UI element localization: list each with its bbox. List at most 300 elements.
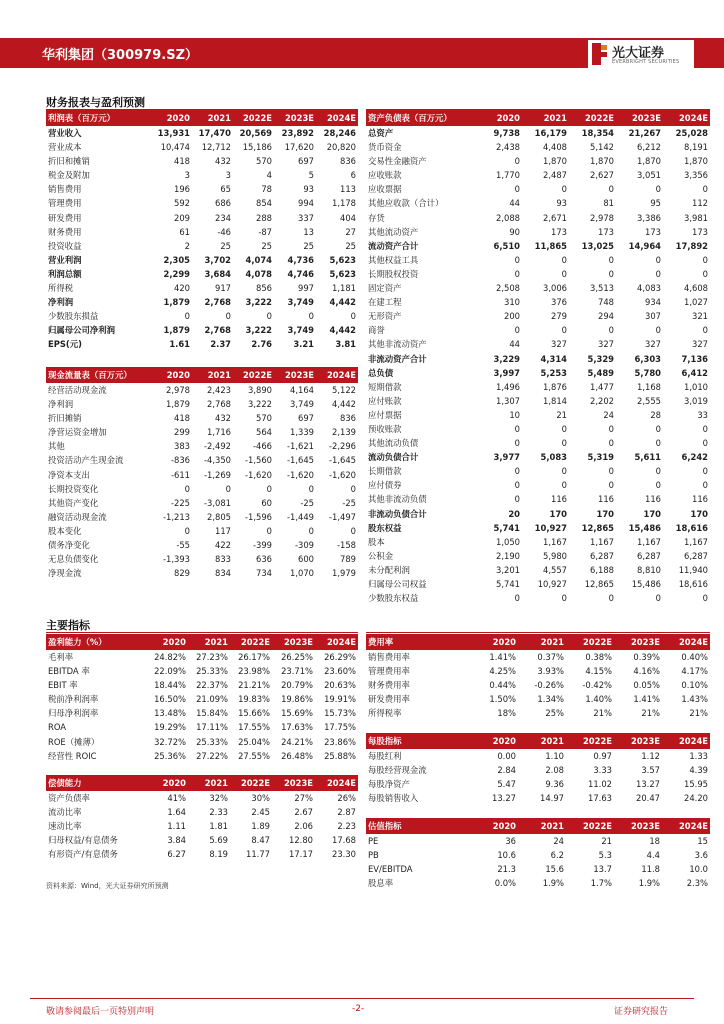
- row-label: PB: [368, 850, 379, 861]
- table-row: [46, 453, 358, 467]
- cell-value: 21.3: [497, 864, 516, 875]
- cell-value: 25: [261, 240, 272, 251]
- row-label: 其他资产变化: [48, 497, 99, 508]
- table-header-row: [46, 634, 358, 650]
- cell-value: 0: [608, 480, 614, 491]
- row-label: 税前净利润率: [48, 694, 99, 705]
- cell-value: 0: [184, 525, 190, 536]
- table-row: [46, 239, 358, 253]
- footer-rule: [30, 998, 694, 999]
- table-title: 每股指标: [366, 733, 470, 749]
- table-row: [366, 749, 710, 763]
- cell-value: -225: [170, 497, 190, 508]
- cell-value: 0: [266, 311, 272, 322]
- cell-value: 15.6: [545, 864, 564, 875]
- table-header-row: [46, 110, 358, 126]
- cell-value: -87: [258, 226, 272, 237]
- cell-value: 1.41%: [489, 652, 516, 662]
- cell-value: 4,408: [543, 142, 567, 153]
- cell-value: 0: [308, 311, 314, 322]
- cell-value: 26.25%: [281, 652, 313, 662]
- row-label: 应付债券: [368, 480, 402, 491]
- year-header: 2023E: [614, 733, 662, 749]
- table-row: [366, 267, 710, 281]
- year-header: 2024E: [315, 634, 358, 650]
- year-header: 2022E: [230, 634, 272, 650]
- cell-value: 16,179: [534, 128, 567, 138]
- cell-value: 0: [655, 254, 661, 265]
- cell-value: 789: [340, 554, 356, 565]
- cell-value: 18,616: [678, 579, 708, 589]
- cell-value: 19.86%: [281, 694, 313, 705]
- cell-value: 26.29%: [324, 652, 356, 662]
- cell-value: 1,770: [496, 170, 520, 181]
- row-label: 每股销售收入: [368, 793, 419, 804]
- cell-value: 15.95: [684, 779, 708, 790]
- cell-value: 17.68: [332, 835, 356, 846]
- cell-value: 4,078: [245, 268, 272, 279]
- cell-value: 28: [650, 409, 661, 420]
- year-header: 2021: [188, 634, 230, 650]
- row-label: 每股净资产: [368, 779, 410, 790]
- cell-value: 734: [256, 568, 272, 579]
- table-row: [366, 521, 710, 535]
- cell-value: 25: [303, 240, 314, 251]
- cell-value: 1,477: [590, 381, 614, 392]
- cell-value: 4.16%: [633, 666, 660, 677]
- table-row: [46, 225, 358, 239]
- table-row: [46, 182, 358, 196]
- cell-value: 1.61: [169, 339, 190, 350]
- row-label: 其他权益工具: [368, 254, 419, 265]
- cell-value: -1,213: [163, 511, 190, 522]
- cell-value: 2.33: [209, 807, 228, 818]
- cell-value: 27: [345, 226, 356, 237]
- cell-value: 16.50%: [154, 694, 186, 705]
- table-row: [366, 450, 710, 464]
- cell-value: 1,027: [684, 297, 708, 308]
- cell-value: 20.79%: [281, 680, 313, 691]
- row-label: 所得税率: [368, 708, 402, 719]
- cell-value: 10.6: [497, 850, 516, 861]
- row-label: 税金及附加: [48, 170, 90, 181]
- cell-value: 0: [184, 483, 190, 494]
- cell-value: 24.82%: [154, 652, 186, 662]
- row-label: 其他应收款（合计）: [368, 198, 444, 209]
- cell-value: 1,178: [332, 198, 356, 209]
- table-row: [46, 383, 358, 397]
- cell-value: -1,620: [287, 469, 314, 480]
- row-label: 存货: [368, 212, 385, 223]
- cell-value: 3,997: [493, 367, 520, 378]
- row-label: 营业成本: [48, 142, 82, 153]
- table-row: [46, 253, 358, 267]
- row-label: 流动比率: [48, 807, 82, 818]
- cell-value: 0: [561, 423, 567, 434]
- cell-value: 294: [598, 311, 614, 322]
- year-header: 2023E: [272, 775, 315, 791]
- cell-value: 25,028: [675, 128, 708, 138]
- table-row: [366, 196, 710, 210]
- row-label: 总负债: [368, 367, 394, 378]
- year-header: 2023E: [616, 110, 663, 126]
- cell-value: 3.21: [293, 339, 314, 350]
- cell-value: 0: [702, 423, 708, 434]
- row-label: 交易性金融资产: [368, 156, 427, 167]
- cell-value: 834: [215, 568, 231, 579]
- cell-value: 32.72%: [154, 736, 186, 747]
- cell-value: 5,142: [590, 142, 614, 153]
- cell-value: 1,339: [290, 427, 314, 438]
- cell-value: 570: [256, 413, 272, 424]
- year-header: 2023E: [274, 367, 316, 383]
- cell-value: 3: [184, 170, 190, 181]
- cell-value: 0.00: [497, 751, 516, 761]
- cell-value: 697: [298, 413, 314, 424]
- table-row: [366, 535, 710, 549]
- cell-value: 5,122: [332, 385, 356, 395]
- table-header-row: [46, 775, 358, 791]
- row-label: 应收账款: [368, 170, 402, 181]
- cell-value: 1,167: [543, 536, 567, 547]
- year-header: 2022E: [233, 110, 274, 126]
- cell-value: -25: [300, 497, 314, 508]
- table-row: [46, 524, 358, 538]
- cell-value: 12,865: [584, 579, 614, 589]
- table-row: [366, 563, 710, 577]
- cell-value: 4: [266, 170, 272, 181]
- cell-value: 1,167: [590, 536, 614, 547]
- cell-value: 0: [308, 483, 314, 494]
- cell-value: 90: [509, 226, 520, 237]
- cell-value: 0.37%: [537, 652, 564, 662]
- cell-value: 17,620: [284, 142, 314, 153]
- cell-value: 1,870: [684, 156, 708, 167]
- cell-value: 27.22%: [196, 750, 228, 761]
- row-label: 融资活动现金流: [48, 511, 107, 522]
- cell-value: -1,645: [329, 455, 356, 466]
- cell-value: 27%: [294, 793, 313, 803]
- cell-value: 18,354: [581, 128, 614, 138]
- table-row: [366, 295, 710, 309]
- table-row: [366, 239, 710, 253]
- year-header: 2021: [518, 818, 566, 834]
- row-label: 长期股权投资: [368, 268, 419, 279]
- year-header: 2021: [188, 775, 230, 791]
- cell-value: 25.36%: [154, 750, 186, 761]
- cell-value: 6,188: [590, 564, 614, 575]
- table-row: [366, 366, 710, 380]
- cell-value: 116: [692, 494, 708, 505]
- cell-value: 5,741: [496, 579, 520, 589]
- cell-value: 3,006: [543, 283, 567, 294]
- table-row: [46, 196, 358, 210]
- cell-value: 15.66%: [238, 708, 270, 719]
- cell-value: 0: [514, 184, 520, 195]
- cell-value: 0: [514, 156, 520, 167]
- year-header: 2020: [470, 634, 518, 650]
- cell-value: 21%: [641, 708, 660, 719]
- cell-value: 21%: [689, 708, 708, 719]
- row-label: 所得税: [48, 283, 74, 294]
- cell-value: 2,768: [207, 399, 231, 410]
- cell-value: 13.27: [492, 793, 516, 804]
- table-row: [46, 664, 358, 678]
- cell-value: 3,981: [684, 212, 708, 223]
- year-header: 2020: [151, 367, 192, 383]
- cell-value: 1,870: [590, 156, 614, 167]
- year-header: 2021: [518, 733, 566, 749]
- table-header-row: [366, 733, 710, 749]
- cell-value: 11.02: [588, 779, 612, 790]
- cell-value: 0: [561, 593, 567, 604]
- cell-value: 1,716: [207, 427, 231, 438]
- table-row: [366, 706, 710, 720]
- profitability-table: [46, 634, 358, 763]
- table-row: [46, 496, 358, 510]
- row-label: 预收账款: [368, 423, 402, 434]
- cell-value: 1.43%: [681, 694, 708, 705]
- footer-disclaimer: 敬请参阅最后一页特别声明: [46, 1007, 155, 1017]
- company-title: 华利集团（300979.SZ）: [42, 48, 199, 63]
- year-header: 2021: [522, 110, 569, 126]
- cell-value: 0: [561, 268, 567, 279]
- cell-value: 3.93%: [537, 666, 564, 677]
- row-label: 应付账款: [368, 395, 402, 406]
- cell-value: 1.89: [251, 821, 270, 832]
- cell-value: 4.39: [689, 765, 708, 776]
- cell-value: 18,616: [675, 522, 708, 533]
- cell-value: 288: [256, 212, 272, 223]
- cell-value: 1.9%: [542, 878, 564, 889]
- cell-value: 9.36: [545, 779, 564, 790]
- cell-value: 2,305: [163, 254, 190, 265]
- row-label: 管理费用率: [368, 666, 410, 677]
- row-label: 在建工程: [368, 297, 402, 308]
- row-label: 其他流动资产: [368, 226, 419, 237]
- table-row: [366, 140, 710, 154]
- cell-value: 934: [645, 297, 661, 308]
- cell-value: 418: [174, 156, 190, 167]
- cell-value: 93: [303, 184, 314, 195]
- cell-value: 1.11: [167, 821, 186, 832]
- table-row: [366, 664, 710, 678]
- cell-value: 17.17: [289, 849, 313, 860]
- cell-value: 60: [261, 497, 272, 508]
- table-row: [46, 833, 358, 847]
- cell-value: 24.21%: [281, 736, 313, 747]
- cell-value: 24.20: [684, 793, 708, 804]
- cell-value: 1,879: [163, 297, 190, 308]
- cell-value: 25: [220, 240, 231, 251]
- cell-value: 25.88%: [324, 750, 356, 761]
- table-row: [46, 538, 358, 552]
- table-header-row: [366, 634, 710, 650]
- row-label: 每股红利: [368, 751, 402, 761]
- row-label: 其他: [48, 441, 65, 452]
- indicators-section-title: 主要指标: [46, 619, 90, 632]
- table-row: [366, 478, 710, 492]
- cell-value: 21%: [593, 708, 612, 719]
- cell-value: 27.55%: [238, 750, 270, 761]
- cell-value: 1,870: [543, 156, 567, 167]
- cell-value: 0: [514, 494, 520, 505]
- cell-value: 19.91%: [324, 694, 356, 705]
- cell-value: 3,749: [287, 297, 314, 308]
- cell-value: 25.33%: [196, 736, 228, 747]
- table-row: [366, 126, 710, 140]
- cell-value: 15,486: [628, 522, 661, 533]
- cell-value: 1,070: [290, 568, 314, 579]
- cell-value: 0: [225, 483, 231, 494]
- cell-value: 1.9%: [638, 878, 660, 889]
- cell-value: 6,212: [637, 142, 661, 153]
- row-label: 销售费用率: [368, 652, 410, 662]
- cell-value: 24: [553, 836, 564, 846]
- cell-value: 0: [514, 254, 520, 265]
- cell-value: 6,287: [637, 550, 661, 561]
- cell-value: 21,267: [628, 128, 661, 138]
- cell-value: 0: [514, 480, 520, 491]
- cell-value: 2,487: [543, 170, 567, 181]
- cell-value: 420: [174, 283, 190, 294]
- table-header-row: [366, 110, 710, 126]
- row-label: 固定资产: [368, 283, 402, 294]
- cell-value: -1,497: [329, 511, 356, 522]
- cell-value: 279: [551, 311, 567, 322]
- cell-value: 0.44%: [489, 680, 516, 691]
- row-label: 流动负债合计: [368, 452, 419, 463]
- cell-value: 327: [645, 339, 661, 350]
- cell-value: 28,246: [323, 128, 356, 138]
- cell-value: 1,307: [496, 395, 520, 406]
- table-row: [46, 309, 358, 323]
- cell-value: 20.47: [636, 793, 660, 804]
- year-header: 2021: [192, 110, 233, 126]
- cell-value: 5: [308, 170, 314, 181]
- row-label: 营业利润: [48, 254, 82, 265]
- cell-value: 4.17%: [681, 666, 708, 677]
- cell-value: 11,865: [534, 240, 567, 251]
- cell-value: 5,780: [634, 367, 661, 378]
- income-statement-table: [46, 110, 358, 352]
- row-label: 无形资产: [368, 311, 402, 322]
- row-label: 每股经营现金流: [368, 765, 427, 776]
- row-label: 应付票据: [368, 409, 402, 420]
- cashflow-table: [46, 367, 358, 580]
- cell-value: 4.15%: [585, 666, 612, 677]
- cell-value: 3,749: [290, 399, 314, 410]
- cell-value: -55: [176, 540, 190, 551]
- per-share-table: [366, 733, 710, 805]
- cell-value: 10: [509, 409, 520, 420]
- row-label: 货币资金: [368, 142, 402, 153]
- cell-value: 0: [514, 423, 520, 434]
- cell-value: 0: [608, 254, 614, 265]
- cell-value: 327: [551, 339, 567, 350]
- logo-en: EVERBRIGHT SECURITIES: [612, 59, 680, 65]
- row-label: 财务费用率: [368, 680, 410, 691]
- cell-value: 113: [340, 184, 356, 195]
- cell-value: 173: [598, 226, 614, 237]
- row-label: EBIT 率: [48, 680, 78, 691]
- cell-value: 12,865: [581, 522, 614, 533]
- cell-value: 4,074: [245, 254, 272, 265]
- row-label: 折旧摊销: [48, 413, 82, 424]
- table-row: [46, 468, 358, 482]
- cell-value: 0: [702, 184, 708, 195]
- table-row: [366, 577, 710, 591]
- cell-value: 6,412: [681, 367, 708, 378]
- table-row: [366, 492, 710, 506]
- row-label: 债务净变化: [48, 540, 90, 551]
- cell-value: 0: [561, 325, 567, 336]
- row-label: 净现金流: [48, 568, 82, 579]
- table-row: [366, 323, 710, 337]
- cell-value: 170: [690, 508, 708, 519]
- cell-value: 917: [215, 283, 231, 294]
- cell-value: 592: [174, 198, 190, 209]
- row-label: EV/EBITDA: [368, 864, 413, 875]
- cell-value: 26.17%: [238, 652, 270, 662]
- row-label: 其他非流动负债: [368, 494, 427, 505]
- cell-value: 13.48%: [154, 708, 186, 719]
- cell-value: 27.23%: [196, 652, 228, 662]
- cell-value: 3,356: [684, 170, 708, 181]
- table-row: [46, 650, 358, 664]
- table-row: [366, 352, 710, 366]
- table-row: [46, 566, 358, 580]
- cell-value: 2,088: [496, 212, 520, 223]
- cell-value: 17.75%: [324, 722, 356, 733]
- cell-value: 6,287: [684, 550, 708, 561]
- cell-value: 0: [702, 480, 708, 491]
- cell-value: 0: [608, 438, 614, 449]
- year-header: 2022E: [569, 110, 616, 126]
- cell-value: 636: [256, 554, 272, 565]
- year-header: 2022E: [566, 733, 614, 749]
- table-row: [366, 777, 710, 791]
- cell-value: 17,470: [198, 128, 231, 138]
- cell-value: 854: [256, 198, 272, 209]
- cell-value: -466: [252, 441, 272, 452]
- cell-value: 0: [514, 325, 520, 336]
- cell-value: -1,393: [163, 554, 190, 565]
- row-label: 应收票据: [368, 184, 402, 195]
- cell-value: 0: [350, 483, 356, 494]
- cell-value: 20,569: [239, 128, 272, 138]
- row-label: 流动资产合计: [368, 240, 419, 251]
- cell-value: 570: [256, 156, 272, 167]
- cell-value: 24: [603, 409, 614, 420]
- cell-value: 3.84: [167, 835, 186, 846]
- cell-value: 2.87: [337, 807, 356, 818]
- table-row: [46, 411, 358, 425]
- cell-value: 6.2: [550, 850, 564, 861]
- cell-value: 8.47: [251, 835, 270, 846]
- cell-value: -2,492: [204, 441, 231, 452]
- cell-value: -158: [336, 540, 356, 551]
- cell-value: 697: [298, 156, 314, 167]
- cell-value: 3,229: [493, 353, 520, 364]
- cell-value: 20: [508, 508, 520, 519]
- cell-value: -836: [170, 455, 190, 466]
- row-label: 净利润: [48, 399, 74, 410]
- cell-value: 3,749: [287, 325, 314, 336]
- cell-value: 0: [655, 268, 661, 279]
- cell-value: 0: [655, 438, 661, 449]
- table-row: [46, 510, 358, 524]
